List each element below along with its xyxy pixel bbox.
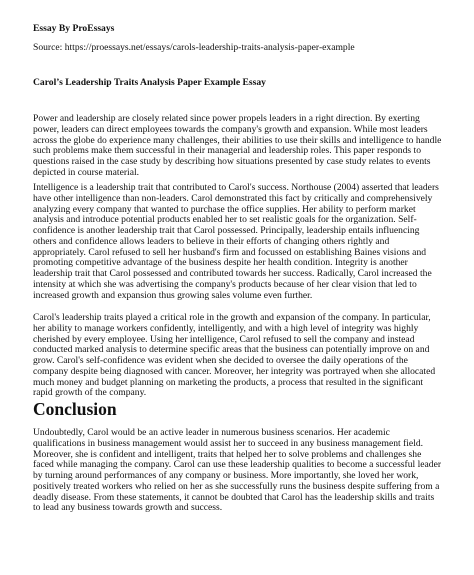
body-paragraph: Power and leadership are closely related since power propels leaders in a right direction. By exerting power, leaders can direct employees towards the company's growth and expansion. While most leaders across the globe do experience many challenges, their abilities to use their skills and intelligence to handle such problems make them successful in their managerial and leadership roles. This paper responds to questions raised in the case study by describing how situations presented by case study relates to events depicted in course material.	[33, 113, 442, 178]
essay-title: Carol’s Leadership Traits Analysis Paper Example Essay	[33, 77, 266, 88]
conclusion-paragraph: Undoubtedly, Carol would be an active leader in numerous business scenarios. Her academic qualifications in business management would assist her to succeed in any business management field. Moreover, she is confident and intelligent, traits that helped her to solve problems and challenges she faced while managing the company. Carol can use these leadership qualities to become a successful leader by turning around performances of any company or business. More importantly, she loved her work, positively treated workers who relied on her as she successfully runs the business despite suffering from a deadly disease. From these statements, it cannot be doubted that Carol has the leadership skills and traits to lead any business towards growth and success.	[33, 427, 442, 514]
essay-header-title: Essay By ProEssays	[33, 23, 115, 34]
body-paragraph: Carol's leadership traits played a critical role in the growth and expansion of the company. In particular, her ability to manage workers confidently, intelligently, and with a high level of integrity was highly cherished by every employee. Using her intelligence, Carol refused to sell the company and instead conducted marked analysis to determine specific areas that the business can potentially improve on and grow. Carol's self-confidence was evident when she decided to oversee the daily operations of the company despite being diagnosed with cancer. Moreover, her integrity was portrayed when she allocated much money and budget planning on marketing the products, a process that resulted in the significant rapid growth of the company.	[33, 312, 436, 399]
source-url-line: Source: https://proessays.net/essays/carols-leadership-traits-analysis-paper-example	[33, 42, 355, 53]
body-paragraph: Intelligence is a leadership trait that contributed to Carol's success. Northouse (2004) asserted that leaders have other intelligence than non-leaders. Carol demonstrated this fact by critically and comprehensively analyzing every company that wanted to purchase the office supplies. Her ability to perform market analysis and introduce potential products enabled her to set realistic goals for the organization. Self-confidence is another leadership trait that Carol possessed. Principally, leadership entails influencing others and confidence allows leaders to believe in their efforts of changing others rightly and appropriately. Carol refused to sell her husband's firm and focussed on establishing Baines visions and promoting competitive advantage of the business despite her health condition. Integrity is another leadership trait that Carol possessed and contributed towards her success. Radically, Carol increased the intensity at which she was advertising the company's products because of her clear vision that led to increased growth and expansion thus growing sales volume even further.	[33, 182, 439, 301]
conclusion-heading: Conclusion	[33, 399, 117, 419]
